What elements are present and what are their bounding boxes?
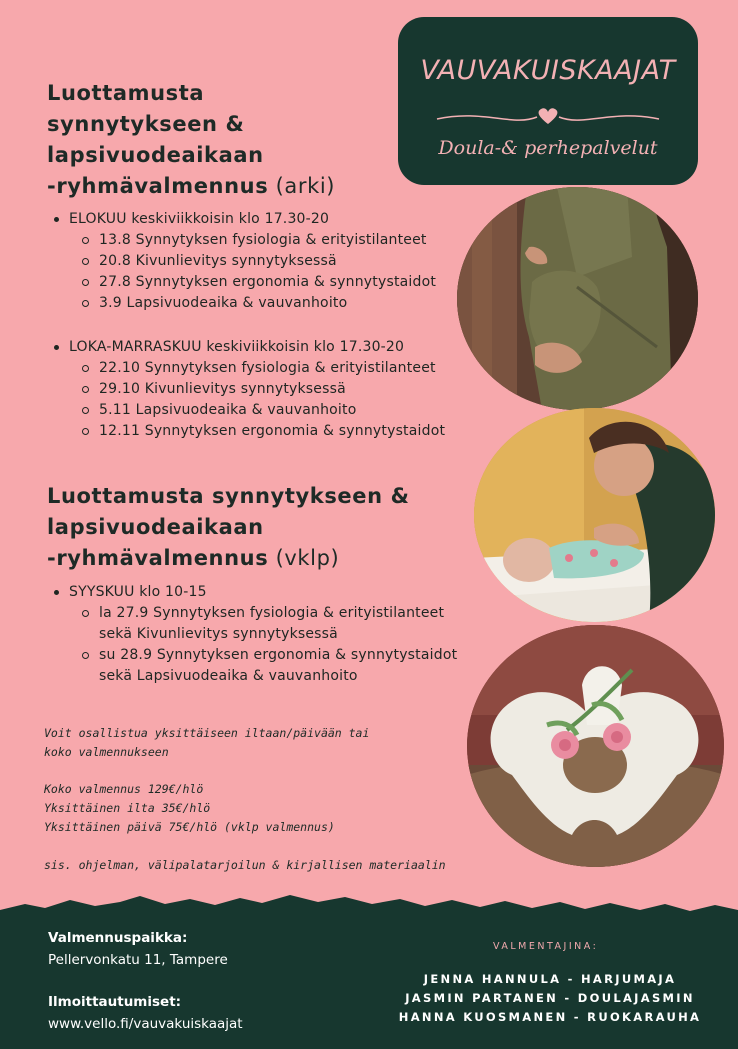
- coach-name: HANNA KUOSMANEN - RUOKARAUHA: [398, 1010, 702, 1024]
- session-item: [69, 645, 482, 687]
- session-item: 13.8 Synnytyksen fysiologia & erityistilanteet: [69, 230, 462, 251]
- section-1-heading: [47, 78, 387, 202]
- price-list: [44, 780, 404, 837]
- heading-line: Luottamusta: [47, 81, 205, 105]
- heart-flourish-icon: [433, 105, 663, 129]
- logo-brand-name: VAUVAKUISKAAJAT: [420, 55, 676, 86]
- heading-suffix: (vklp): [268, 546, 340, 570]
- coach-name: JASMIN PARTANEN - DOULAJASMIN: [405, 991, 695, 1005]
- section-2-heading: [47, 481, 467, 574]
- schedule-group: [52, 209, 462, 314]
- heading-line: lapsivuodeaikaan: [47, 143, 264, 167]
- session-item: 27.8 Synnytyksen ergonomia & synnytystaidot: [69, 272, 462, 293]
- session-line: sekä Lapsivuodeaika & vauvanhoito: [99, 668, 358, 684]
- venue-address: Pellervonkatu 11, Tampere: [48, 952, 228, 968]
- schedule-group: [52, 337, 462, 442]
- price-line: Yksittäinen ilta 35€/hlö: [44, 801, 211, 815]
- info-line: Voit osallistua yksittäiseen iltaan/päivään tai: [44, 726, 370, 740]
- session-line: la 27.9 Synnytyksen fysiologia & erityistilanteet: [99, 605, 445, 621]
- brand-logo: [398, 17, 698, 185]
- includes-note: sis. ohjelman, välipalatarjoilun & kirjallisen materiaalin: [44, 858, 446, 872]
- session-line: sekä Kivunlievitys synnytyksessä: [99, 626, 338, 642]
- session-item: 29.10 Kivunlievitys synnytyksessä: [69, 379, 462, 400]
- session-item: 3.9 Lapsivuodeaika & vauvanhoito: [69, 293, 462, 314]
- coaches-list: [385, 970, 715, 1027]
- photo-mother-baby: [474, 408, 715, 622]
- mother-with-baby-photo-icon: [474, 408, 715, 622]
- session-list: [69, 603, 482, 687]
- schedule-list-september: [52, 582, 482, 687]
- heading-line: -ryhmävalmennus: [47, 546, 269, 570]
- heading-line: -ryhmävalmennus: [47, 174, 269, 198]
- heading-line: Luottamusta synnytykseen &: [47, 484, 410, 508]
- session-item: 5.11 Lapsivuodeaika & vauvanhoito: [69, 400, 462, 421]
- info-line: koko valmennukseen: [44, 745, 169, 759]
- venue-label: Valmennuspaikka:: [48, 930, 188, 946]
- price-line: Koko valmennus 129€/hlö: [44, 782, 204, 796]
- pregnant-belly-photo-icon: [457, 187, 698, 410]
- heading-suffix: (arki): [268, 174, 336, 198]
- pelvis-model-with-flowers-photo-icon: [467, 625, 724, 867]
- session-item: 22.10 Synnytyksen fysiologia & erityistilanteet: [69, 358, 462, 379]
- group-label: LOKA-MARRASKUU keskiviikkoisin klo 17.30-20: [69, 339, 405, 355]
- photo-pregnant-belly: [457, 187, 698, 410]
- price-line: Yksittäinen päivä 75€/hlö (vklp valmennus): [44, 820, 335, 834]
- registration-link[interactable]: www.vello.fi/vauvakuiskaajat: [48, 1016, 243, 1032]
- group-label: SYYSKUU klo 10-15: [69, 584, 207, 600]
- schedule-list-october: [52, 337, 462, 442]
- session-list: [69, 230, 462, 314]
- session-item: [69, 603, 482, 645]
- heading-line: lapsivuodeaikaan: [47, 515, 264, 539]
- session-item: 20.8 Kivunlievitys synnytyksessä: [69, 251, 462, 272]
- session-item: 12.11 Synnytyksen ergonomia & synnytystaidot: [69, 421, 462, 442]
- session-line: su 28.9 Synnytyksen ergonomia & synnytystaidot: [99, 647, 458, 663]
- registration-label: Ilmoittautumiset:: [48, 994, 182, 1010]
- schedule-group: [52, 582, 482, 687]
- coach-name: JENNA HANNULA - HARJUMAJA: [423, 972, 677, 986]
- coaches-label: VALMENTAJINA:: [493, 941, 599, 952]
- logo-subtitle: Doula-& perhepalvelut: [438, 137, 658, 159]
- heading-line: synnytykseen &: [47, 112, 245, 136]
- session-list: [69, 358, 462, 442]
- photo-pelvis-model: [467, 625, 724, 867]
- participation-note: [44, 724, 404, 762]
- group-label: ELOKUU keskiviikkoisin klo 17.30-20: [69, 211, 330, 227]
- schedule-list-august: [52, 209, 462, 314]
